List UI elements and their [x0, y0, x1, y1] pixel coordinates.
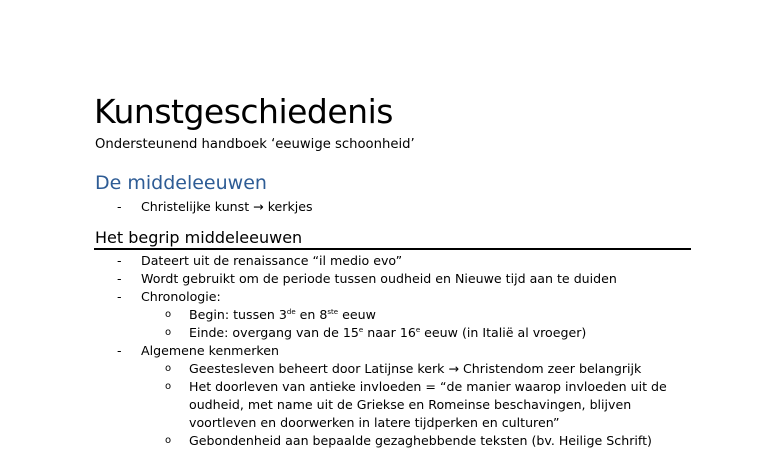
sublist-bullet: o — [165, 381, 172, 392]
list-item: Christelijke kunst → kerkjes — [141, 199, 313, 214]
document-subtitle: Ondersteunend handboek ‘eeuwige schoonheid’ — [95, 137, 415, 152]
sublist-bullet: o — [165, 435, 172, 446]
sublist-bullet: o — [165, 363, 172, 374]
sublist-item-einde: Einde: overgang van de 15e naar 16e eeuw (in Italië al vroeger) — [189, 325, 587, 340]
list-bullet: - — [117, 199, 122, 214]
document-title: Kunstgeschiedenis — [94, 92, 393, 131]
list-bullet: - — [117, 289, 122, 304]
sublist-item: Geestesleven beheert door Latijnse kerk → Christendom zeer belangrijk — [189, 361, 642, 376]
list-bullet: - — [117, 271, 122, 286]
sublist-bullet: o — [165, 309, 172, 320]
sublist-bullet: o — [165, 327, 172, 338]
sublist-item-begin: Begin: tussen 3de en 8ste eeuw — [189, 307, 376, 322]
list-item: Algemene kenmerken — [141, 343, 279, 358]
sublist-item-line: voortleven en doorwerken in latere tijdperken en culturen” — [189, 415, 560, 430]
heading-underline — [94, 248, 691, 250]
list-item: Dateert uit de renaissance “il medio evo” — [141, 253, 403, 268]
list-item: Chronologie: — [141, 289, 221, 304]
section-heading-middeleeuwen: De middeleeuwen — [95, 172, 267, 194]
list-bullet: - — [117, 253, 122, 268]
sublist-item: Gebondenheid aan bepaalde gezaghebbende teksten (bv. Heilige Schrift) — [189, 433, 652, 448]
section-heading-begrip: Het begrip middeleeuwen — [95, 228, 303, 247]
sublist-item-line: Het doorleven van antieke invloeden = “de manier waarop invloeden uit de — [189, 379, 667, 394]
sublist-item-line: oudheid, met name uit de Griekse en Romeinse beschavingen, blijven — [189, 397, 632, 412]
list-bullet: - — [117, 343, 122, 358]
list-item: Wordt gebruikt om de periode tussen oudheid en Nieuwe tijd aan te duiden — [141, 271, 617, 286]
